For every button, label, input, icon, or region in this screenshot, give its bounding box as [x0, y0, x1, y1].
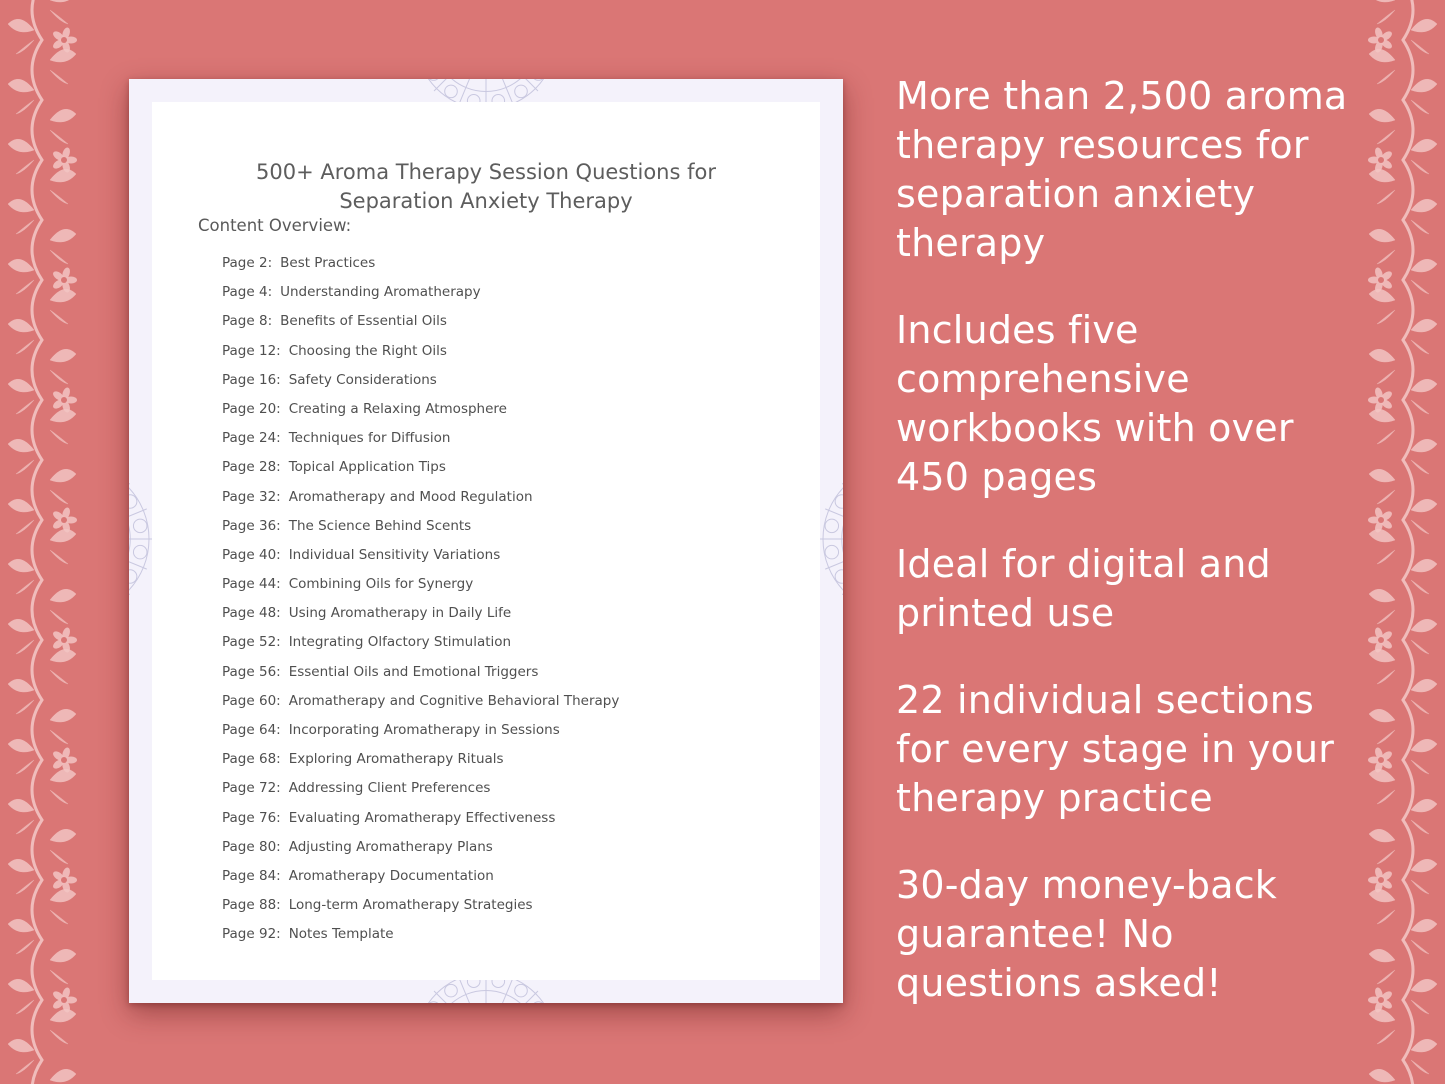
feature-line: 22 individual sections: [896, 678, 1314, 722]
toc-page-number: Page 44:: [222, 576, 281, 593]
toc-item: [222, 486, 619, 515]
toc-page-number: Page 72:: [222, 780, 281, 797]
toc-title: Exploring Aromatherapy Rituals: [288, 751, 504, 768]
toc-item: [222, 544, 619, 573]
toc-item: [222, 573, 619, 602]
toc-page-number: Page 36:: [222, 517, 281, 534]
toc-page-number: Page 20:: [222, 400, 281, 417]
table-of-contents: [222, 252, 619, 953]
toc-page-number: Page 80:: [222, 838, 281, 855]
toc-title: Aromatherapy and Mood Regulation: [288, 488, 533, 505]
toc-title: Using Aromatherapy in Daily Life: [288, 605, 512, 622]
toc-page-number: Page 92:: [222, 926, 281, 943]
feature-line: therapy practice: [896, 776, 1213, 820]
toc-page-number: Page 60:: [222, 692, 281, 709]
feature-line: guarantee! No: [896, 912, 1174, 956]
toc-title: Techniques for Diffusion: [288, 430, 451, 447]
toc-title: Best Practices: [280, 255, 376, 271]
toc-title: Incorporating Aromatherapy in Sessions: [288, 722, 560, 738]
toc-page-number: Page 48:: [222, 605, 281, 622]
toc-item: [222, 777, 619, 806]
toc-title: Aromatherapy Documentation: [288, 867, 494, 884]
toc-item: [222, 427, 619, 456]
document-title-line1: 500+ Aroma Therapy Session Questions for: [256, 160, 716, 184]
feature-line: Includes five: [896, 308, 1139, 352]
feature-line: workbooks with over: [896, 406, 1294, 450]
toc-page-number: Page 4:: [222, 284, 273, 301]
toc-item: [222, 252, 619, 281]
document-content: [152, 102, 820, 980]
mandala-right-icon: [820, 459, 843, 619]
toc-page-number: Page 84:: [222, 867, 281, 884]
toc-title: Integrating Olfactory Stimulation: [288, 634, 512, 651]
mandala-top-icon: [356, 79, 616, 102]
toc-item: [222, 748, 619, 777]
toc-item: [222, 398, 619, 427]
toc-title: Understanding Aromatherapy: [280, 284, 481, 301]
feature-line: 450 pages: [896, 455, 1098, 499]
feature-line: for every stage in your: [896, 727, 1335, 771]
toc-item: [222, 836, 619, 865]
toc-item: [222, 865, 619, 894]
feature-line: questions asked!: [896, 961, 1222, 1005]
toc-item: [222, 719, 619, 748]
toc-item: [222, 923, 619, 952]
toc-title: Evaluating Aromatherapy Effectiveness: [288, 809, 556, 826]
feature-item: [896, 72, 1366, 268]
toc-item: [222, 894, 619, 923]
toc-item: [222, 807, 619, 836]
feature-line: More than 2,500 aroma: [896, 74, 1348, 118]
toc-page-number: Page 28:: [222, 459, 281, 476]
toc-page-number: Page 52:: [222, 634, 281, 651]
document-title-line2: Separation Anxiety Therapy: [339, 189, 633, 213]
toc-title: Individual Sensitivity Variations: [288, 546, 501, 563]
feature-line: separation anxiety: [896, 172, 1256, 216]
toc-title: Aromatherapy and Cognitive Behavioral Therapy: [288, 692, 620, 709]
feature-item: [896, 306, 1366, 502]
toc-title: Choosing the Right Oils: [288, 342, 447, 359]
toc-title: Topical Application Tips: [288, 459, 446, 476]
toc-item: [222, 456, 619, 485]
toc-page-number: Page 8:: [222, 313, 273, 330]
mandala-left-icon: [129, 459, 152, 619]
toc-title: Notes Template: [288, 926, 394, 943]
feature-list: [896, 72, 1366, 1008]
toc-page-number: Page 24:: [222, 430, 281, 447]
mandala-bottom-icon: [356, 980, 616, 1003]
floral-vine-right-icon: [1353, 0, 1445, 1084]
feature-item: [896, 676, 1366, 823]
toc-item: [222, 515, 619, 544]
toc-item: [222, 661, 619, 690]
floral-vine-left-icon: [0, 0, 92, 1084]
toc-title: Combining Oils for Synergy: [288, 576, 474, 593]
feature-line: 30-day money-back: [896, 863, 1278, 907]
toc-title: Long-term Aromatherapy Strategies: [288, 897, 533, 914]
toc-title: Benefits of Essential Oils: [280, 313, 447, 330]
toc-title: Adjusting Aromatherapy Plans: [288, 838, 493, 855]
toc-item: [222, 281, 619, 310]
feature-line: therapy resources for: [896, 123, 1309, 167]
toc-item: [222, 340, 619, 369]
toc-page-number: Page 64:: [222, 722, 281, 738]
toc-title: Essential Oils and Emotional Triggers: [288, 663, 539, 680]
feature-item: [896, 540, 1366, 638]
toc-title: The Science Behind Scents: [288, 517, 472, 534]
toc-title: Safety Considerations: [288, 371, 437, 388]
toc-page-number: Page 12:: [222, 342, 281, 359]
feature-line: comprehensive: [896, 357, 1190, 401]
toc-page-number: Page 40:: [222, 546, 281, 563]
toc-item: [222, 602, 619, 631]
toc-item: [222, 631, 619, 660]
toc-page-number: Page 2:: [222, 255, 273, 271]
toc-page-number: Page 68:: [222, 751, 281, 768]
toc-item: [222, 369, 619, 398]
toc-page-number: Page 88:: [222, 897, 281, 914]
content-overview-heading: Content Overview:: [198, 216, 352, 235]
feature-line: Ideal for digital and: [896, 542, 1271, 586]
toc-item: [222, 690, 619, 719]
toc-page-number: Page 56:: [222, 663, 281, 680]
toc-page-number: Page 76:: [222, 809, 281, 826]
feature-line: therapy: [896, 221, 1046, 265]
toc-item: [222, 310, 619, 339]
toc-title: Addressing Client Preferences: [288, 780, 491, 797]
toc-page-number: Page 32:: [222, 488, 281, 505]
feature-line: printed use: [896, 591, 1115, 635]
document-title: [152, 158, 820, 216]
toc-title: Creating a Relaxing Atmosphere: [288, 400, 507, 417]
feature-item: [896, 861, 1366, 1008]
document-preview: [129, 79, 843, 1003]
toc-page-number: Page 16:: [222, 371, 281, 388]
